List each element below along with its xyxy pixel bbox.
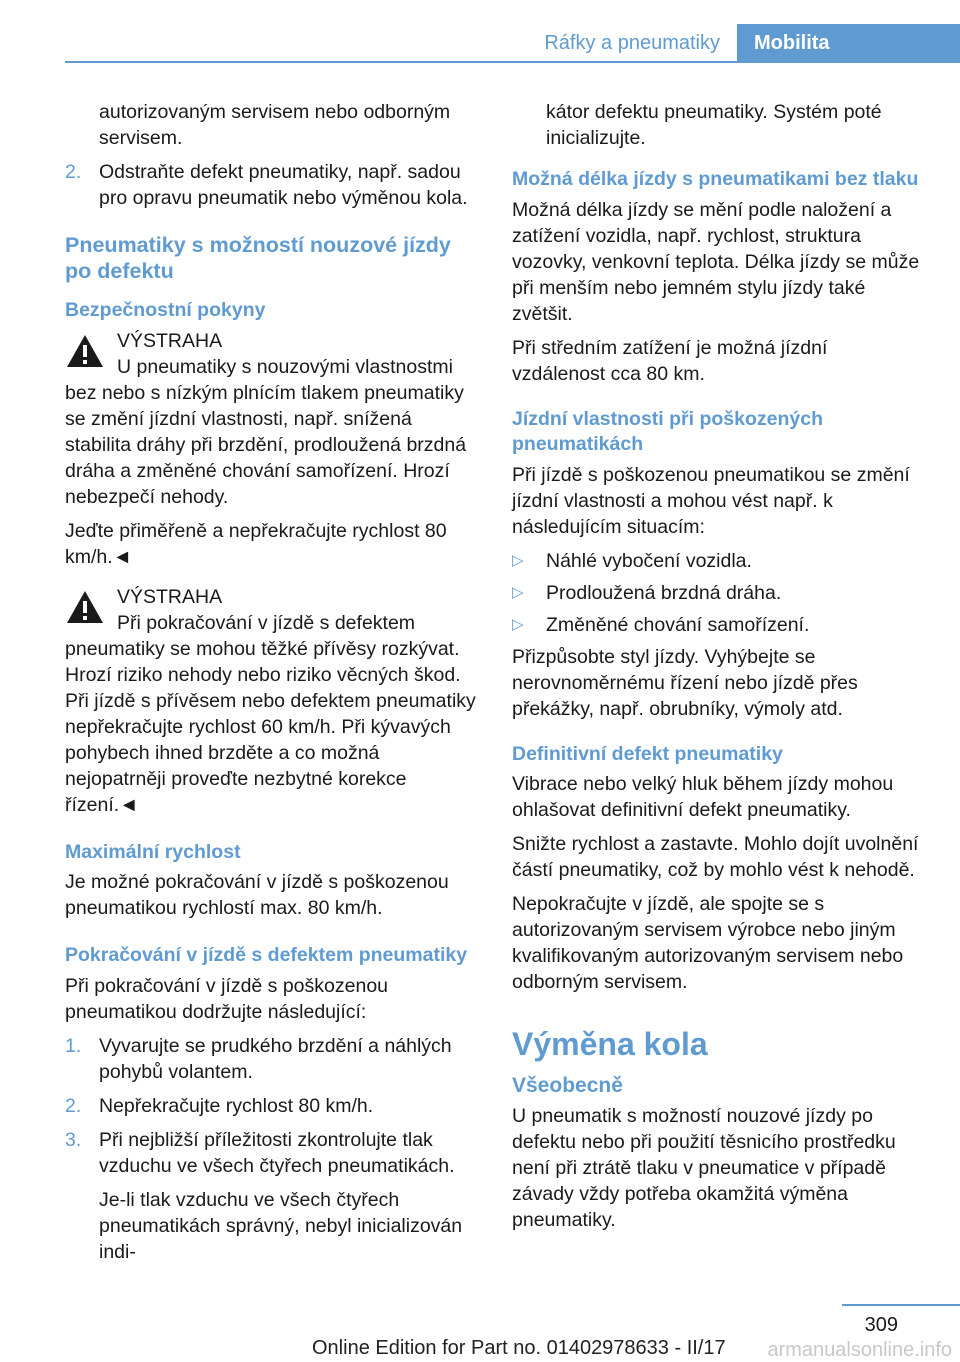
step-text: Odstraňte defekt pneumatiky, např. sadou pro opravu pneumatik nebo výměnou kola. — [99, 161, 468, 209]
list-item — [512, 580, 924, 606]
defect-text-3: Nepokračujte v jízdě, ale spojte se s autorizovaným servisem výrobce nebo jiným kvalifikovaným autorizovaným servisem nebo odborným servisem. — [512, 893, 904, 993]
defect-text-1: Vibrace nebo velký hluk během jízdy mohou ohlašovat definitivní defekt pneumatiky. — [512, 773, 894, 821]
bullet-text: Změněné chování samořízení. — [546, 613, 810, 636]
page-number-rule — [842, 1304, 960, 1306]
list-text: Nepřekračujte rychlost 80 km/h. — [99, 1094, 374, 1117]
header-section-title: Ráfky a pneumatiky — [544, 32, 720, 54]
heading-max-speed: Maximální rychlost — [65, 840, 241, 863]
heading-runflat: Pneumatiky s možností nouzové jízdy po defektu — [65, 233, 451, 283]
range-text-2: Při středním zatížení je možná jízdní vzdálenost cca 80 km. — [512, 336, 828, 385]
heading-safety: Bezpečnostní pokyny — [65, 299, 266, 321]
list-number: 1. — [65, 1034, 82, 1057]
warning-title: VÝSTRAHA — [117, 585, 223, 608]
range-text-1: Možná délka jízdy se mění podle naložení a zatížení vozidla, např. rychlost, struktura vozovky, venkovní teplota. Délka jízdy se může při menším nebo jemném stylu jízdy také zvětšit. — [512, 198, 920, 325]
watermark: armanualsonline.info — [767, 1339, 952, 1361]
handling-text: Při jízdě s poškozenou pneumatikou se změní jízdní vlastnosti a mohou vést např. k následujícím situacím: — [512, 463, 910, 538]
page-number: 309 — [864, 1314, 898, 1336]
list-item — [65, 1093, 477, 1119]
list-item — [65, 1127, 477, 1265]
list-item — [65, 1033, 477, 1085]
list-extra-text: Je-li tlak vzduchu ve všech čtyřech pneumatikách správný, nebyl inicializován indi- — [99, 1188, 463, 1263]
triangle-bullet-icon: ▷ — [512, 551, 524, 569]
warning-text: U pneumatiky s nouzovými vlastnostmi bez nebo s nízkým plnícím tlakem pneumatiky se změní jízdní vlastnosti, např. snížená stabilita dráhy při brzdění, prodloužená brzdná dráha a změněné chování samořízení. Hrozí nebezpečí nehody. — [65, 355, 467, 508]
step-2 — [65, 159, 477, 211]
step-number: 2. — [65, 161, 82, 183]
warning-block-2 — [65, 584, 477, 818]
defect-text-2: Snižte rychlost a zastavte. Mohlo dojít uvolnění částí pneumatiky, což by mohlo vést k nehodě. — [512, 833, 919, 881]
list-text: Vyvarujte se prudkého brzdění a náhlých pohybů volantem. — [99, 1034, 452, 1083]
heading-handling: Jízdní vlastnosti při poškozených pneumatikách — [512, 407, 823, 455]
bullet-text: Náhlé vybočení vozidla. — [546, 549, 752, 572]
continue-text: Při pokračování v jízdě s poškozenou pneumatikou dodržujte následující: — [65, 974, 389, 1023]
warning-triangle-icon — [65, 588, 105, 626]
header-tab-mobilita: Mobilita — [737, 24, 960, 63]
heading-continue: Pokračování v jízdě s defektem pneumatiky — [65, 944, 468, 966]
edition-footer: Online Edition for Part no. 01402978633 - II/17 — [312, 1337, 726, 1359]
warning-text: Při pokračování v jízdě s defektem pneumatiky se mohou těžké přívěsy rozkývat. Hrozí riziko nehody nebo riziko věcných škod. Při jízdě s přívěsem nebo defektem pneumatiky nepřekračujte rychlost 60 km/h. Při kývavých pohybech ihned brzděte a co možná nejopatrněji proveďte nezbytné korekce řízení.◄ — [65, 611, 476, 816]
header-rule — [65, 61, 960, 63]
continued-text: kátor defektu pneumatiky. Systém poté inicializujte. — [546, 101, 882, 149]
heading-defect: Definitivní defekt pneumatiky — [512, 742, 783, 765]
warning-triangle-icon — [65, 332, 105, 370]
triangle-bullet-icon: ▷ — [512, 615, 524, 633]
left-column — [65, 99, 477, 1273]
triangle-bullet-icon: ▷ — [512, 583, 524, 601]
heading-range: Možná délka jízdy s pneumatikami bez tlaku — [512, 168, 919, 190]
list-item — [512, 612, 924, 638]
warning-title: VÝSTRAHA — [117, 329, 223, 352]
general-text: U pneumatik s možností nouzové jízdy po defektu nebo při použití těsnicího prostředku není při ztrátě tlaku v pneumatice v případě závady vždy potřeba okamžitá výměna pneumatiky. — [512, 1104, 896, 1231]
warning-text-2: Jeďte přiměřeně a nepřekračujte rychlost 80 km/h.◄ — [65, 519, 447, 568]
list-number: 2. — [65, 1094, 82, 1117]
intro-text: autorizovaným servisem nebo odborným servisem. — [99, 101, 451, 149]
continued-text-block — [512, 99, 924, 151]
max-speed-text: Je možné pokračování v jízdě s poškozenou pneumatikou rychlostí max. 80 km/h. — [65, 871, 449, 919]
step-2-prev — [65, 99, 477, 151]
warning-block-1 — [65, 328, 477, 570]
list-item — [512, 548, 924, 574]
bullet-text: Prodloužená brzdná dráha. — [546, 581, 782, 604]
list-text: Při nejbližší příležitosti zkontrolujte tlak vzduchu ve všech čtyřech pneumatikách. — [99, 1128, 455, 1177]
heading-wheel-change: Výměna kola — [512, 1026, 708, 1062]
adapt-text: Přizpůsobte styl jízdy. Vyhýbejte se nerovnoměrnému řízení nebo jízdě přes překážky, např. obrubníky, výmoly atd. — [512, 645, 858, 720]
list-number: 3. — [65, 1128, 82, 1151]
right-column — [512, 99, 924, 1241]
heading-general: Všeobecně — [512, 1074, 623, 1097]
